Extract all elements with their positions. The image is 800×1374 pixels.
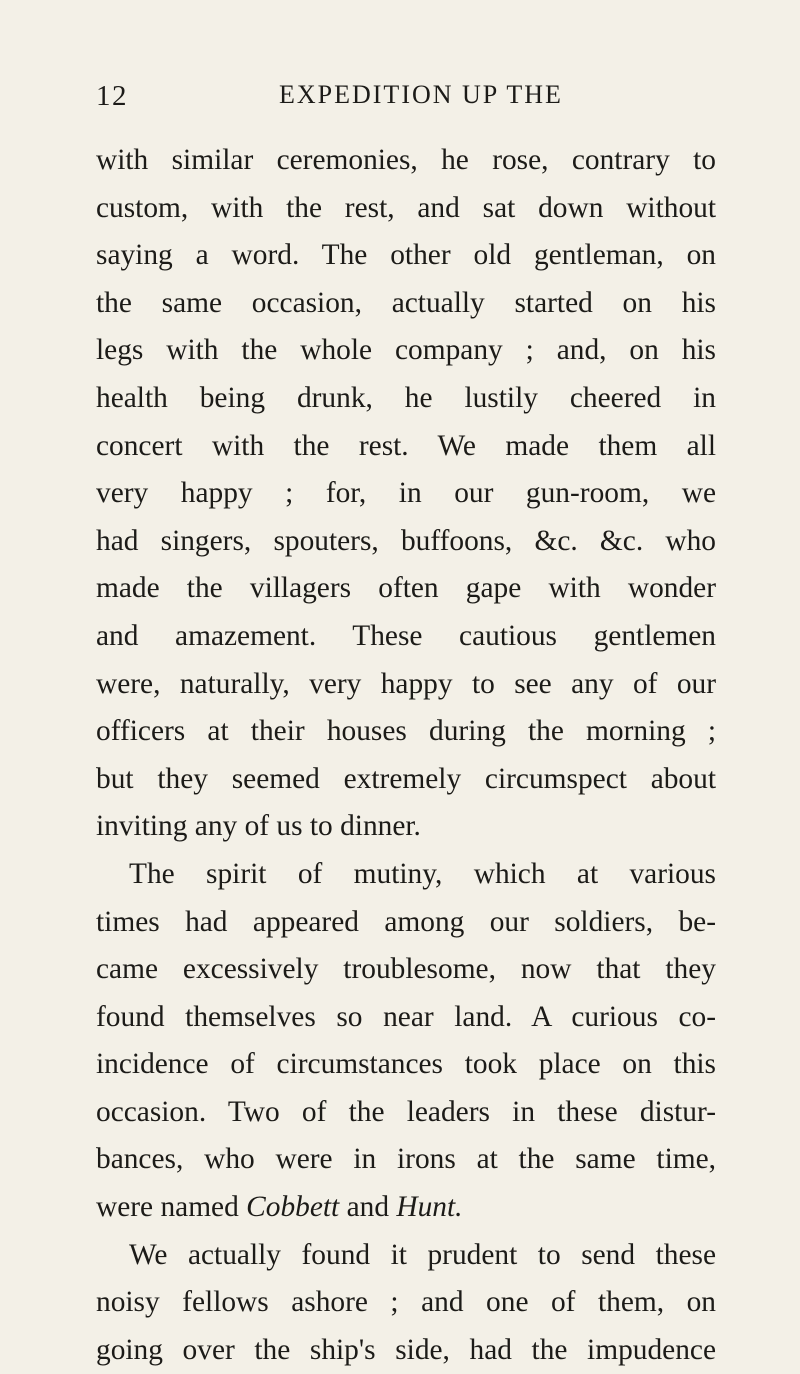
text-line: bances, who were in irons at the same time, xyxy=(96,1143,716,1176)
text-line: and amazement. These cautious gentlemen xyxy=(96,619,716,652)
text-fragment: were named xyxy=(96,1191,239,1224)
running-head: EXPEDITION UP THE xyxy=(279,80,563,109)
paragraph-end-line: inviting any of us to dinner. xyxy=(96,810,421,843)
text-line: occasion. Two of the leaders in these distur- xyxy=(96,1095,716,1128)
text-line: made the villagers often gape with wonder xyxy=(96,572,716,605)
text-line: with similar ceremonies, he rose, contrary to xyxy=(96,144,716,176)
text-line: but they seemed extremely circumspect about xyxy=(96,762,716,795)
text-line: custom, with the rest, and sat down without xyxy=(96,191,716,224)
page-number: 12 xyxy=(96,80,128,112)
text-line: officers at their houses during the morning ; xyxy=(96,715,716,748)
text-line: the same occasion, actually started on his xyxy=(96,286,716,319)
italic-name-hunt: Hunt. xyxy=(396,1191,463,1224)
body-text xyxy=(96,137,716,1374)
text-line: incidence of circumstances took place on this xyxy=(96,1048,716,1081)
page-header xyxy=(96,80,716,120)
text-line: legs with the whole company ; and, on his xyxy=(96,334,716,367)
italic-name-cobbett: Cobbett xyxy=(246,1191,340,1224)
text-line: came excessively troublesome, now that they xyxy=(96,953,716,986)
text-line: found themselves so near land. A curious co- xyxy=(96,1000,716,1033)
text-fragment: and xyxy=(346,1191,390,1224)
paragraph-start-line: We actually found it prudent to send these xyxy=(129,1238,716,1271)
text-line: health being drunk, he lustily cheered in xyxy=(96,381,716,414)
text-line: had singers, spouters, buffoons, &c. &c. who xyxy=(96,524,716,557)
text-line: times had appeared among our soldiers, be- xyxy=(96,905,716,938)
text-line: noisy fellows ashore ; and one of them, on xyxy=(96,1286,716,1319)
text-line: concert with the rest. We made them all xyxy=(96,429,716,462)
paragraph-end-line xyxy=(96,1184,716,1232)
text-line: going over the ship's side, had the impudence xyxy=(96,1333,716,1366)
text-line: saying a word. The other old gentleman, on xyxy=(96,239,716,272)
paragraph-start-line: The spirit of mutiny, which at various xyxy=(129,857,716,890)
text-line: were, naturally, very happy to see any of our xyxy=(96,667,716,700)
text-line: very happy ; for, in our gun-room, we xyxy=(96,477,716,510)
